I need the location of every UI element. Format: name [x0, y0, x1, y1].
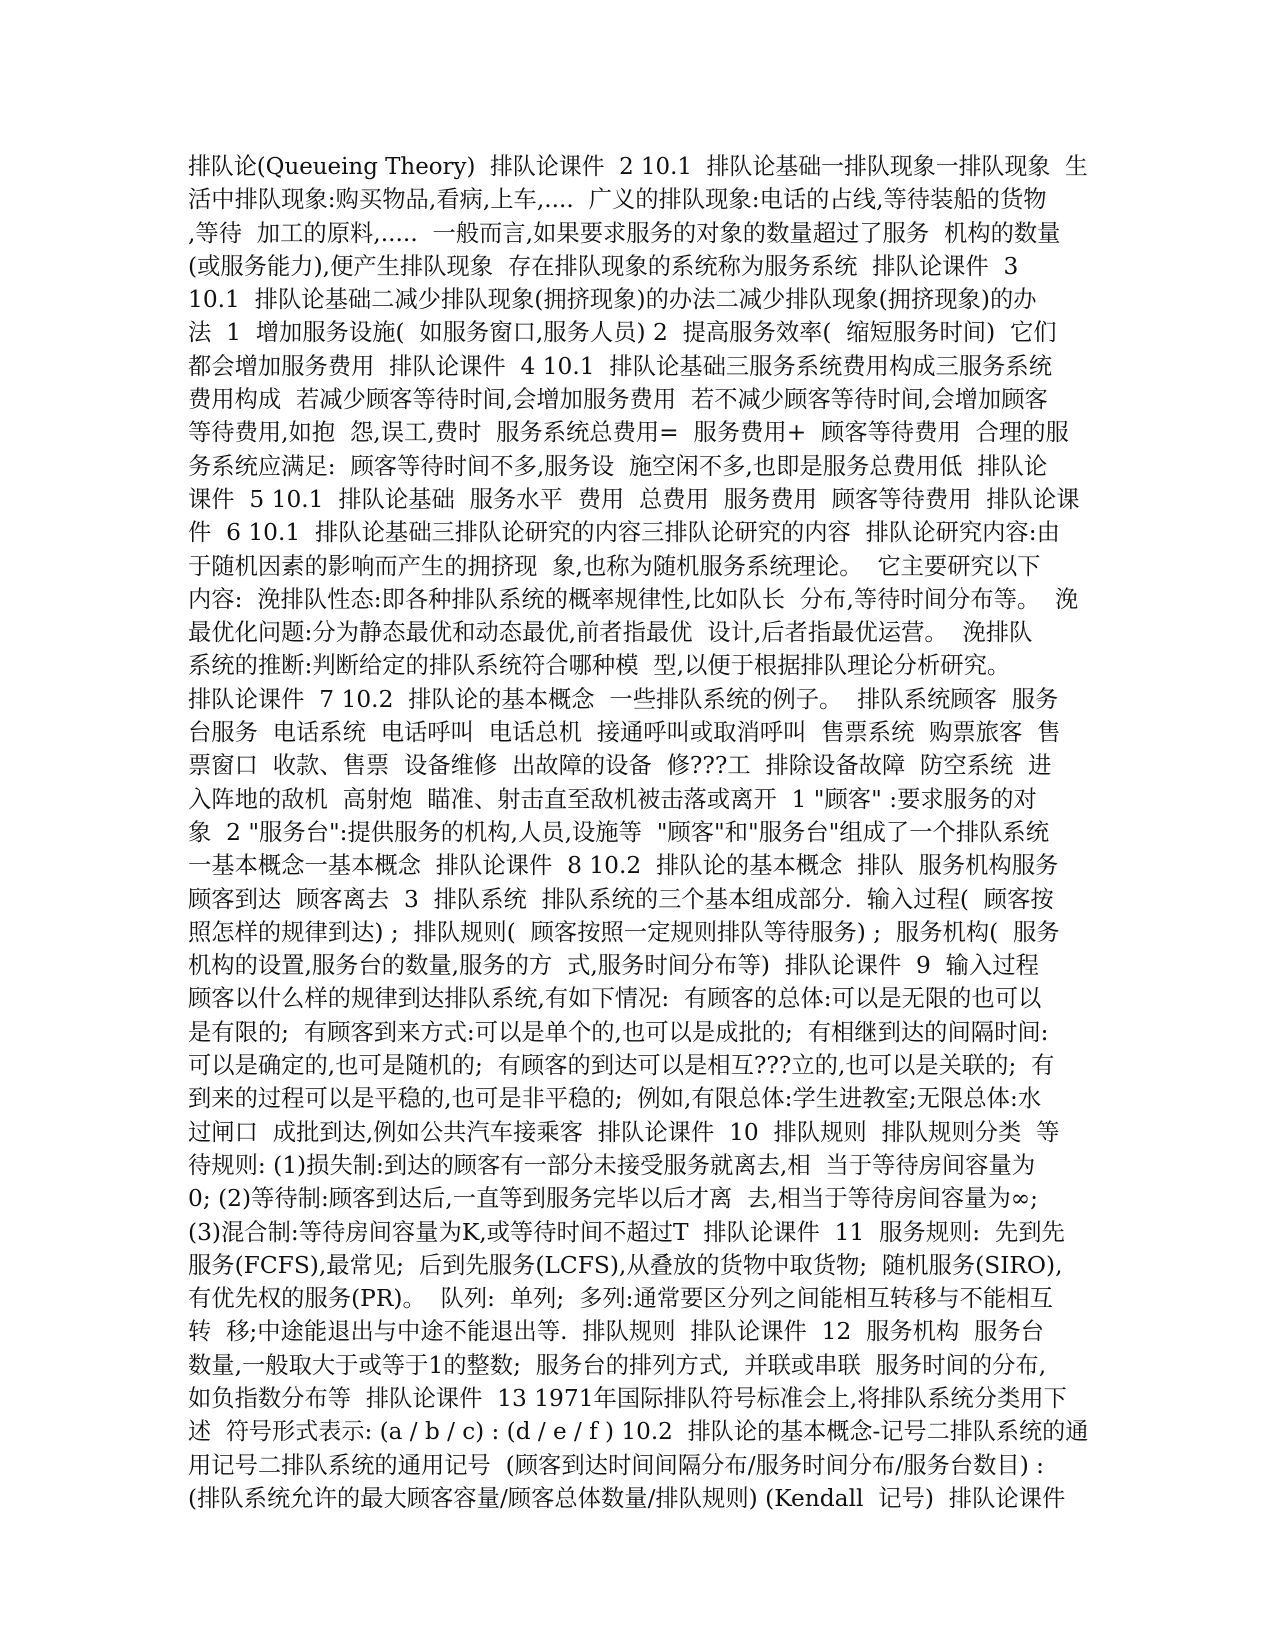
text-line: 如负指数分布等 排队论课件 13 1971年国际排队符号标准会上,将排队系统分类用下	[188, 1384, 1067, 1412]
text-line: 转 移;中途能退出与中途不能退出等. 排队规则 排队论课件 12 服务机构 服务台	[188, 1318, 1044, 1346]
text-line: (或服务能力),便产生排队现象 存在排队现象的系统称为服务系统 排队论课件 3	[188, 252, 1019, 280]
text-line: 待规则: (1)损失制:到达的顾客有一部分未接受服务就离去,相 当于等待房间容量为	[188, 1151, 1036, 1179]
text-line: 入阵地的敌机 高射炮 瞄准、射击直至敌机被击落或离开 1 "顾客" :要求服务的对	[188, 785, 1037, 813]
text-line: 述 符号形式表示: (a / b / c) : (d / e / f ) 10.2 排队论的基本概念-记号二排队系统的通	[188, 1418, 1089, 1446]
text-line: 象 2 "服务台":提供服务的机构,人员,设施等 "顾客"和"服务台"组成了一个排队系统	[188, 818, 1050, 846]
text-line: 都会增加服务费用 排队论课件 4 10.1 排队论基础三服务系统费用构成三服务系统	[188, 352, 1053, 380]
text-line: 内容: 浼排队性态:即各种排队系统的概率规律性,比如队长 分布,等待时间分布等。 浼	[188, 585, 1079, 613]
text-line: 0; (2)等待制:顾客到达后,一直等到服务完毕以后才离 去,相当于等待房间容量为∞;	[188, 1185, 1039, 1213]
text-line: 用记号二排队系统的通用记号 (顾客到达时间间隔分布/服务时间分布/服务台数目) :	[188, 1451, 1045, 1479]
text-line: 排队论(Queueing Theory) 排队论课件 2 10.1 排队论基础一排队现象一排队现象 生	[188, 153, 1088, 180]
text-line: 数量,一般取大于或等于1的整数; 服务台的排列方式, 并联或串联 服务时间的分布,	[188, 1351, 1047, 1379]
text-line: 务系统应满足: 顾客等待时间不多,服务设 施空闲不多,也即是服务总费用低 排队论	[188, 452, 1048, 480]
body-text	[188, 150, 1088, 1515]
text-line: 到来的过程可以是平稳的,也可是非平稳的; 例如,有限总体:学生进教室;无限总体:水	[188, 1085, 1042, 1113]
text-line: (排队系统允许的最大顾客容量/顾客总体数量/排队规则) (Kendall 记号) 排队论课件	[188, 1484, 1066, 1512]
text-line: 活中排队现象:购买物品,看病,上车,.... 广义的排队现象:电话的占线,等待装船的货物	[188, 186, 1047, 214]
text-line: 课件 5 10.1 排队论基础 服务水平 费用 总费用 服务费用 顾客等待费用 排队论课	[188, 485, 1080, 513]
text-line: 系统的推断:判断给定的排队系统符合哪种模 型,以便于根据排队理论分析研究。	[188, 652, 1011, 680]
text-line: 有优先权的服务(PR)。 队列: 单列; 多列:通常要区分列之间能相互转移与不能相互	[188, 1285, 1053, 1313]
text-line: 10.1 排队论基础二减少排队现象(拥挤现象)的办法二减少排队现象(拥挤现象)的办	[188, 286, 1037, 314]
text-line: 照怎样的规律到达) ; 排队规则( 顾客按照一定规则排队等待服务) ; 服务机构( 服务	[188, 918, 1060, 946]
text-line: 一基本概念一基本概念 排队论课件 8 10.2 排队论的基本概念 排队 服务机构服务	[188, 852, 1059, 880]
text-line: 等待费用,如抱 怨,误工,费时 服务系统总费用= 服务费用+ 顾客等待费用 合理的服	[188, 419, 1069, 447]
text-line: ,等待 加工的原料,..... 一般而言,如果要求服务的对象的数量超过了服务 机构的数量	[188, 219, 1061, 247]
text-line: 件 6 10.1 排队论基础三排队论研究的内容三排队论研究的内容 排队论研究内容:由	[188, 519, 1060, 547]
text-line: 费用构成 若减少顾客等待时间,会增加服务费用 若不减少顾客等待时间,会增加顾客	[188, 386, 1048, 414]
text-line: 最优化问题:分为静态最优和动态最优,前者指最优 设计,后者指最优运营。 浼排队	[188, 619, 1033, 647]
text-line: 服务(FCFS),最常见; 后到先服务(LCFS),从叠放的货物中取货物; 随机服务(SIRO),	[188, 1251, 1063, 1279]
text-line: 台服务 电话系统 电话呼叫 电话总机 接通呼叫或取消呼叫 售票系统 购票旅客 售	[188, 719, 1061, 747]
text-line: 法 1 增加服务设施( 如服务窗口,服务人员) 2 提高服务效率( 缩短服务时间) 它们	[188, 319, 1057, 347]
text-line: 顾客到达 顾客离去 3 排队系统 排队系统的三个基本组成部分. 输入过程( 顾客按	[188, 885, 1054, 913]
text-line: 于随机因素的影响而产生的拥挤现 象,也称为随机服务系统理论。 它主要研究以下	[188, 552, 1041, 580]
text-line: 顾客以什么样的规律到达排队系统,有如下情况: 有顾客的总体:可以是无限的也可以	[188, 985, 1042, 1013]
text-line: 票窗口 收款、售票 设备维修 出故障的设备 修???工 排除设备故障 防空系统 进	[188, 752, 1052, 780]
text-line: 过闸口 成批到达,例如公共汽车接乘客 排队论课件 10 排队规则 排队规则分类 等	[188, 1118, 1060, 1146]
text-line: 排队论课件 7 10.2 排队论的基本概念 一些排队系统的例子。 排队系统顾客 服务	[188, 685, 1059, 713]
text-line: 是有限的; 有顾客到来方式:可以是单个的,也可以是成批的; 有相继到达的间隔时间:	[188, 1018, 1049, 1046]
text-line: 机构的设置,服务台的数量,服务的方 式,服务时间分布等) 排队论课件 9 输入过程	[188, 952, 1039, 980]
text-line: 可以是确定的,也可是随机的; 有顾客的到达可以是相互???立的,也可以是关联的; 有	[188, 1052, 1055, 1080]
text-line: (3)混合制:等待房间容量为K,或等待时间不超过T 排队论课件 11 服务规则: 先到先	[188, 1218, 1065, 1246]
